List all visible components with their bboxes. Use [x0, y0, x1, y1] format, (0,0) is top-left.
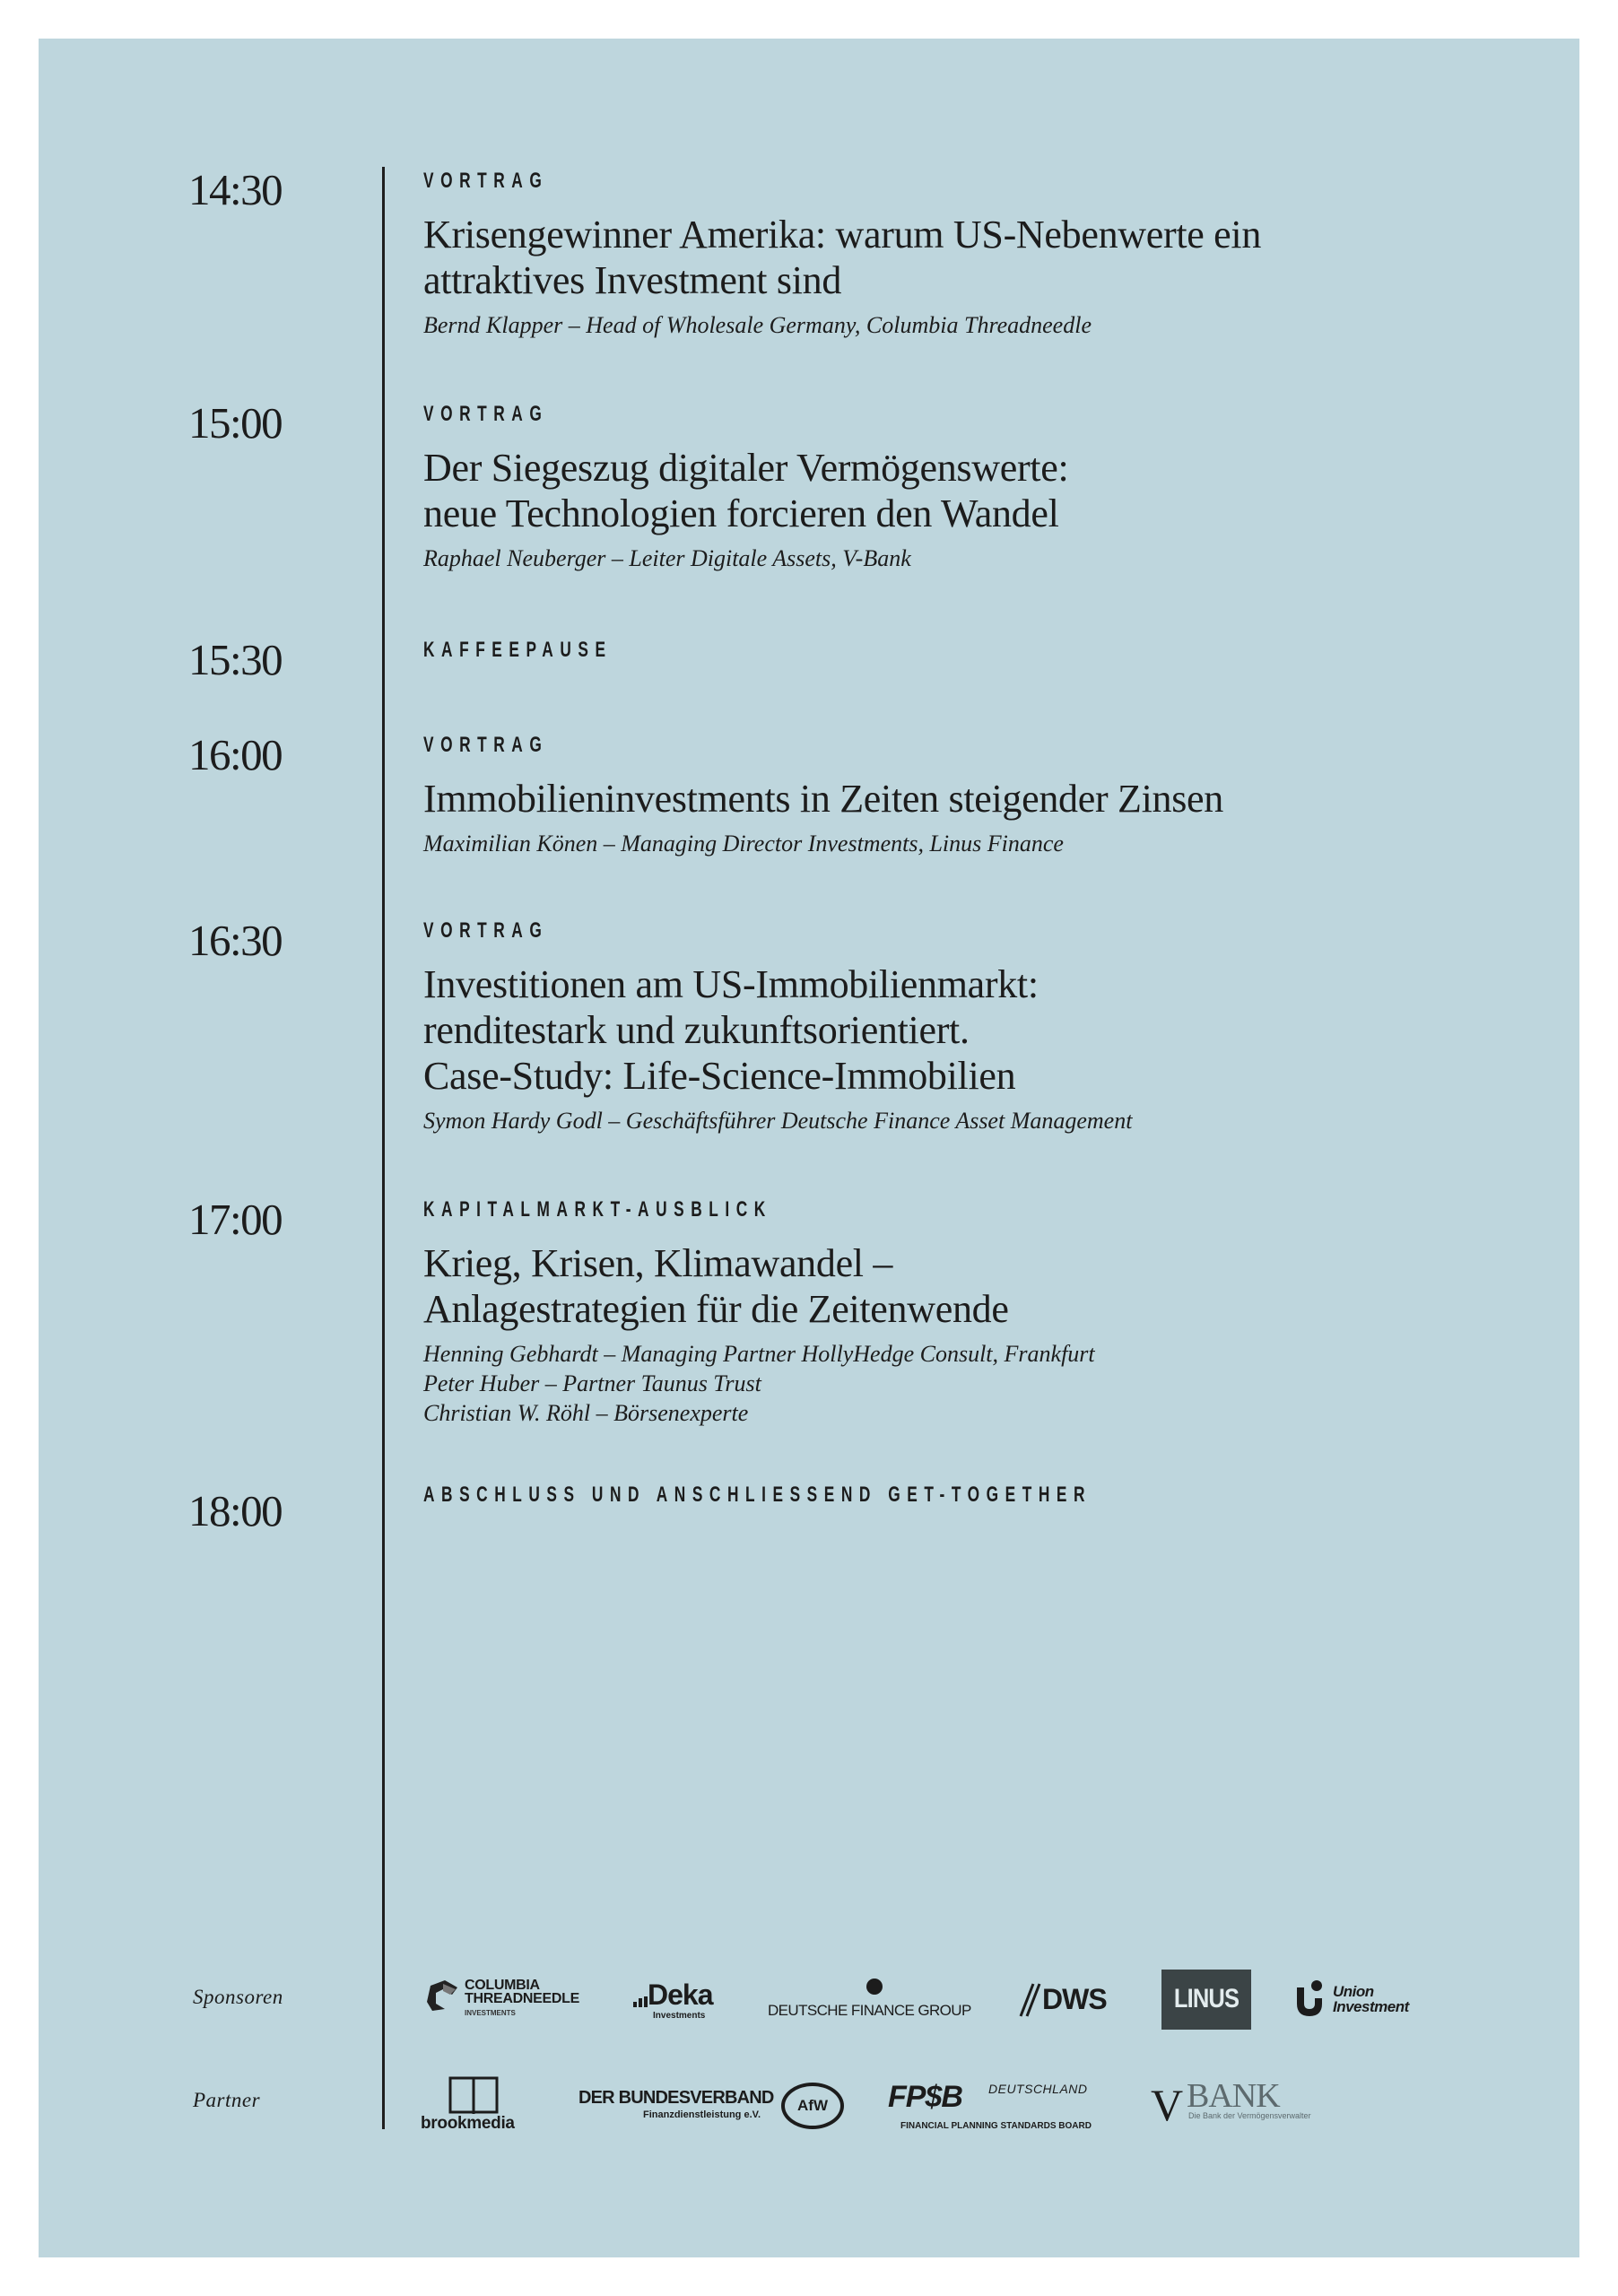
- brookmedia-logo: brookmedia: [421, 2076, 530, 2134]
- title-line: attraktives Investment sind: [423, 258, 842, 302]
- session-title: [423, 1240, 1500, 1332]
- speaker-list: [423, 1106, 1500, 1135]
- agenda-item: [423, 639, 1500, 661]
- time-label: 16:00: [188, 730, 283, 779]
- session-type: VORTRAG: [423, 733, 549, 757]
- time-label: 14:30: [188, 165, 283, 214]
- title-line: Der Siegeszug digitaler Vermögenswerte:: [423, 446, 1069, 490]
- partners-label: Partner: [193, 2089, 261, 2111]
- afw-bundesverband-logo: DER BUNDESVERBAND Finanzdienstleistung e.V. AfW: [578, 2083, 840, 2133]
- title-line: Anlagestrategien für die Zeitenwende: [423, 1287, 1009, 1331]
- speaker: Raphael Neuberger – Leiter Digitale Assets, V-Bank: [423, 545, 911, 571]
- linus-logo: LINUS: [1161, 1970, 1251, 2030]
- agenda-item: [423, 1484, 1500, 1506]
- deka-logo: Deka Investments: [633, 1980, 732, 2022]
- open-book-icon: [448, 2076, 499, 2116]
- speaker-list: [423, 544, 1500, 573]
- session-type: VORTRAG: [423, 169, 549, 193]
- deka-bars-icon: [633, 1996, 648, 2007]
- speaker: Henning Gebhardt – Managing Partner HollyHedge Consult, Frankfurt: [423, 1341, 1095, 1367]
- speaker: Maximilian Könen – Managing Director Investments, Linus Finance: [423, 831, 1064, 857]
- dws-logo: DWS: [1019, 1982, 1121, 2018]
- union-u-icon: [1293, 1979, 1329, 2020]
- session-type: KAPITALMARKT-AUSBLICK: [423, 1197, 772, 1222]
- agenda-item: [423, 735, 1500, 858]
- time-label: 15:00: [188, 398, 283, 448]
- agenda-item: [423, 404, 1500, 573]
- title-line: Investitionen am US-Immobilienmarkt:: [423, 962, 1039, 1006]
- title-line: Krisengewinner Amerika: warum US-Nebenwerte ein: [423, 213, 1262, 257]
- session-title: [423, 776, 1500, 822]
- session-type: KAFFEEPAUSE: [423, 638, 613, 662]
- agenda-item: [423, 920, 1500, 1135]
- speaker: Symon Hardy Godl – Geschäftsführer Deutsche Finance Asset Management: [423, 1108, 1133, 1134]
- deutsche-finance-group-logo: DEUTSCHE FINANCE GROUP: [768, 1979, 979, 2023]
- session-title: [423, 445, 1500, 536]
- title-line: neue Technologien forcieren den Wandel: [423, 491, 1059, 535]
- agenda-panel: [39, 39, 1579, 2257]
- session-type: VORTRAG: [423, 918, 549, 943]
- title-line: Case-Study: Life-Science-Immobilien: [423, 1054, 1016, 1098]
- union-investment-logo: Union Investment: [1293, 1979, 1428, 2020]
- speaker-list: [423, 829, 1500, 858]
- session-title: [423, 961, 1500, 1099]
- speaker-list: [423, 1339, 1500, 1428]
- dfg-emblem-icon: [866, 1979, 883, 1995]
- afw-badge-icon: AfW: [781, 2083, 844, 2129]
- session-type: VORTRAG: [423, 402, 549, 426]
- speaker: Christian W. Röhl – Börsenexperte: [423, 1400, 749, 1426]
- agenda-item: [423, 170, 1500, 340]
- sponsors-label: Sponsoren: [193, 1986, 283, 2008]
- speaker-list: [423, 310, 1500, 340]
- time-label: 16:30: [188, 916, 283, 965]
- dws-slashes-icon: [1019, 1982, 1044, 2018]
- session-title: [423, 212, 1500, 303]
- time-label: 17:00: [188, 1195, 283, 1244]
- session-type: ABSCHLUSS UND ANSCHLIESSEND GET-TOGETHER: [423, 1483, 1092, 1507]
- agenda-item: [423, 1199, 1500, 1428]
- speaker: Peter Huber – Partner Taunus Trust: [423, 1370, 761, 1396]
- title-line: Immobilieninvestments in Zeiten steigender Zinsen: [423, 777, 1223, 821]
- time-label: 18:00: [188, 1486, 283, 1535]
- title-line: Krieg, Krisen, Klimawandel –: [423, 1241, 893, 1285]
- speaker: Bernd Klapper – Head of Wholesale Germany, Columbia Threadneedle: [423, 312, 1092, 338]
- columbia-mark-icon: [425, 1979, 461, 2014]
- timeline-divider: [382, 167, 385, 2129]
- time-label: 15:30: [188, 635, 283, 684]
- v-bank-logo: V BANK Die Bank der Vermögensverwalter: [1151, 2077, 1311, 2130]
- title-line: renditestark und zukunftsorientiert.: [423, 1008, 970, 1052]
- columbia-threadneedle-logo: COLUMBIA THREADNEEDLE INVESTMENTS: [425, 1977, 578, 2022]
- fpsb-logo: FP$B DEUTSCHLAND FINANCIAL PLANNING STANDARDS BOARD: [888, 2080, 1092, 2131]
